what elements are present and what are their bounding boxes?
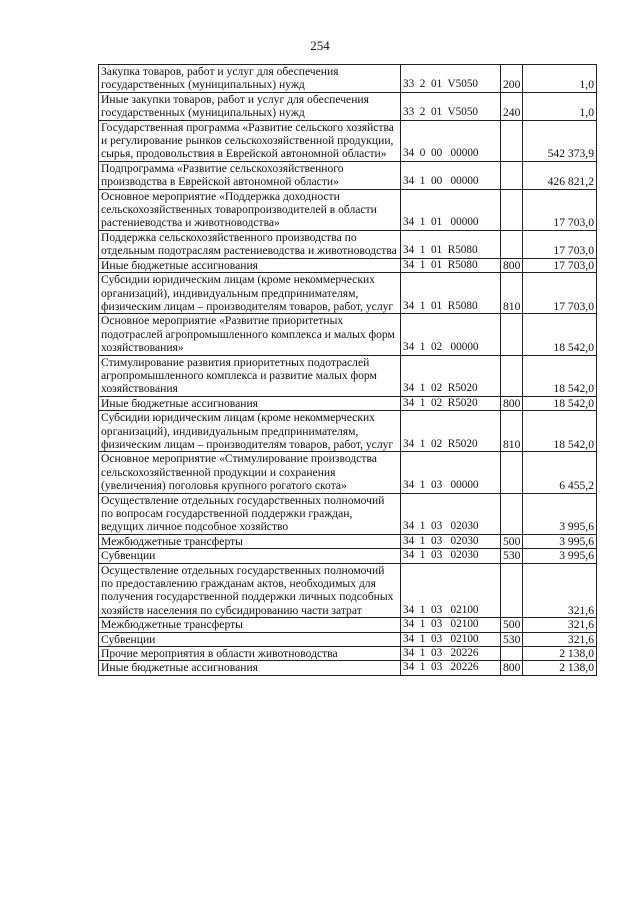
row-code-cell: 34 1 02 R5020: [401, 396, 501, 410]
table-row: [99, 493, 597, 534]
table-row: [99, 632, 597, 646]
row-code-cell: 34 1 00 00000: [401, 161, 501, 189]
row-sum-cell: 17 703,0: [523, 230, 597, 258]
row-name-cell: Субсидии юридическим лицам (кроме некоммерческих организаций), индивидуальным предпринимателям, физическим лицам – производителям товаров, работ, услуг: [99, 411, 401, 452]
table-row: [99, 161, 597, 189]
row-expense-type-cell: [501, 314, 523, 355]
row-code-cell: 34 1 01 R5080: [401, 230, 501, 258]
row-name-cell: Иные бюджетные ассигнования: [99, 396, 401, 410]
row-expense-type-cell: 500: [501, 534, 523, 548]
row-expense-type-cell: [501, 355, 523, 396]
row-sum-cell: 542 373,9: [523, 120, 597, 161]
row-expense-type-cell: [501, 161, 523, 189]
row-sum-cell: 1,0: [523, 65, 597, 93]
table-row: [99, 534, 597, 548]
table-row: [99, 258, 597, 272]
row-sum-cell: 6 455,2: [523, 452, 597, 493]
row-code-cell: 34 1 03 02100: [401, 618, 501, 632]
row-name-cell: Основное мероприятие «Развитие приоритетных подотраслей агропромышленного комплекса и малых форм хозяйствования»: [99, 314, 401, 355]
row-sum-cell: 18 542,0: [523, 411, 597, 452]
row-name-cell: Субвенции: [99, 632, 401, 646]
row-name-cell: Иные закупки товаров, работ и услуг для обеспечения государственных (муниципальных) нужд: [99, 92, 401, 120]
table-row: [99, 647, 597, 661]
row-code-cell: 34 1 01 00000: [401, 189, 501, 230]
row-sum-cell: 17 703,0: [523, 258, 597, 272]
row-expense-type-cell: 810: [501, 411, 523, 452]
row-code-cell: 34 1 03 02030: [401, 493, 501, 534]
page-number: 254: [310, 38, 330, 53]
row-expense-type-cell: [501, 189, 523, 230]
row-name-cell: Основное мероприятие «Поддержка доходности сельскохозяйственных товаропроизводителей в области растениеводства и животноводства»: [99, 189, 401, 230]
row-name-cell: Закупка товаров, работ и услуг для обеспечения государственных (муниципальных) нужд: [99, 65, 401, 93]
row-name-cell: Межбюджетные трансферты: [99, 534, 401, 548]
row-sum-cell: 426 821,2: [523, 161, 597, 189]
row-code-cell: 34 0 00 00000: [401, 120, 501, 161]
table-row: [99, 563, 597, 618]
row-expense-type-cell: [501, 452, 523, 493]
row-expense-type-cell: 530: [501, 632, 523, 646]
row-code-cell: 34 1 03 02100: [401, 632, 501, 646]
row-name-cell: Поддержка сельскохозяйственного производства по отдельным подотраслям растениеводства и животноводства: [99, 230, 401, 258]
row-name-cell: Прочие мероприятия в области животноводства: [99, 647, 401, 661]
row-expense-type-cell: [501, 563, 523, 618]
row-sum-cell: 321,6: [523, 618, 597, 632]
row-name-cell: Межбюджетные трансферты: [99, 618, 401, 632]
table-row: [99, 189, 597, 230]
row-code-cell: 34 1 02 00000: [401, 314, 501, 355]
row-sum-cell: 2 138,0: [523, 647, 597, 661]
table-row: [99, 273, 597, 314]
row-expense-type-cell: 530: [501, 549, 523, 563]
table-row: [99, 92, 597, 120]
table-body: [99, 65, 597, 676]
table-row: [99, 230, 597, 258]
row-code-cell: 34 1 03 20226: [401, 661, 501, 675]
table-row: [99, 411, 597, 452]
table-row: [99, 549, 597, 563]
row-expense-type-cell: 800: [501, 396, 523, 410]
row-sum-cell: 321,6: [523, 563, 597, 618]
table-row: [99, 452, 597, 493]
row-sum-cell: 18 542,0: [523, 396, 597, 410]
row-expense-type-cell: 200: [501, 65, 523, 93]
row-sum-cell: 3 995,6: [523, 493, 597, 534]
table-row: [99, 314, 597, 355]
row-expense-type-cell: 240: [501, 92, 523, 120]
row-name-cell: Государственная программа «Развитие сельского хозяйства и регулирование рынков сельскохозяйственной продукции, сырья, продовольствия в Еврейской автономной области»: [99, 120, 401, 161]
row-name-cell: Иные бюджетные ассигнования: [99, 661, 401, 675]
table-row: [99, 120, 597, 161]
row-expense-type-cell: [501, 493, 523, 534]
row-sum-cell: 17 703,0: [523, 189, 597, 230]
row-code-cell: 34 1 02 R5020: [401, 411, 501, 452]
row-code-cell: 34 1 01 R5080: [401, 273, 501, 314]
row-code-cell: 34 1 03 02100: [401, 563, 501, 618]
row-expense-type-cell: [501, 230, 523, 258]
row-sum-cell: 3 995,6: [523, 549, 597, 563]
table-row: [99, 618, 597, 632]
row-expense-type-cell: [501, 120, 523, 161]
budget-table: [98, 64, 597, 676]
row-code-cell: 34 1 02 R5020: [401, 355, 501, 396]
row-sum-cell: 2 138,0: [523, 661, 597, 675]
row-name-cell: Субсидии юридическим лицам (кроме некоммерческих организаций), индивидуальным предпринимателям, физическим лицам – производителям товаров, работ, услуг: [99, 273, 401, 314]
row-code-cell: 34 1 03 00000: [401, 452, 501, 493]
table-row: [99, 661, 597, 675]
row-sum-cell: 1,0: [523, 92, 597, 120]
table-row: [99, 396, 597, 410]
row-code-cell: 34 1 03 20226: [401, 647, 501, 661]
table-row: [99, 355, 597, 396]
row-code-cell: 33 2 01 V5050: [401, 65, 501, 93]
row-sum-cell: 18 542,0: [523, 314, 597, 355]
row-name-cell: Иные бюджетные ассигнования: [99, 258, 401, 272]
row-expense-type-cell: 800: [501, 661, 523, 675]
row-name-cell: Стимулирование развития приоритетных подотраслей агропромышленного комплекса и развитие малых форм хозяйствования: [99, 355, 401, 396]
row-expense-type-cell: 810: [501, 273, 523, 314]
row-expense-type-cell: [501, 647, 523, 661]
row-name-cell: Основное мероприятие «Стимулирование производства сельскохозяйственной продукции и сохранения (увеличения) поголовья крупного рогатого скота»: [99, 452, 401, 493]
row-expense-type-cell: 800: [501, 258, 523, 272]
row-name-cell: Осуществление отдельных государственных полномочий по вопросам государственной поддержки граждан, ведущих личное подсобное хозяйство: [99, 493, 401, 534]
table-row: [99, 65, 597, 93]
row-code-cell: 34 1 01 R5080: [401, 258, 501, 272]
row-expense-type-cell: 500: [501, 618, 523, 632]
row-name-cell: Осуществление отдельных государственных полномочий по предоставлению гражданам актов, необходимых для получения государственной поддержки личных подсобных хозяйств населения по субсидированию части затрат: [99, 563, 401, 618]
row-name-cell: Подпрограмма «Развитие сельскохозяйственного производства в Еврейской автономной области»: [99, 161, 401, 189]
row-code-cell: 34 1 03 02030: [401, 534, 501, 548]
row-sum-cell: 17 703,0: [523, 273, 597, 314]
row-sum-cell: 3 995,6: [523, 534, 597, 548]
row-code-cell: 34 1 03 02030: [401, 549, 501, 563]
row-sum-cell: 321,6: [523, 632, 597, 646]
row-sum-cell: 18 542,0: [523, 355, 597, 396]
row-code-cell: 33 2 01 V5050: [401, 92, 501, 120]
row-name-cell: Субвенции: [99, 549, 401, 563]
